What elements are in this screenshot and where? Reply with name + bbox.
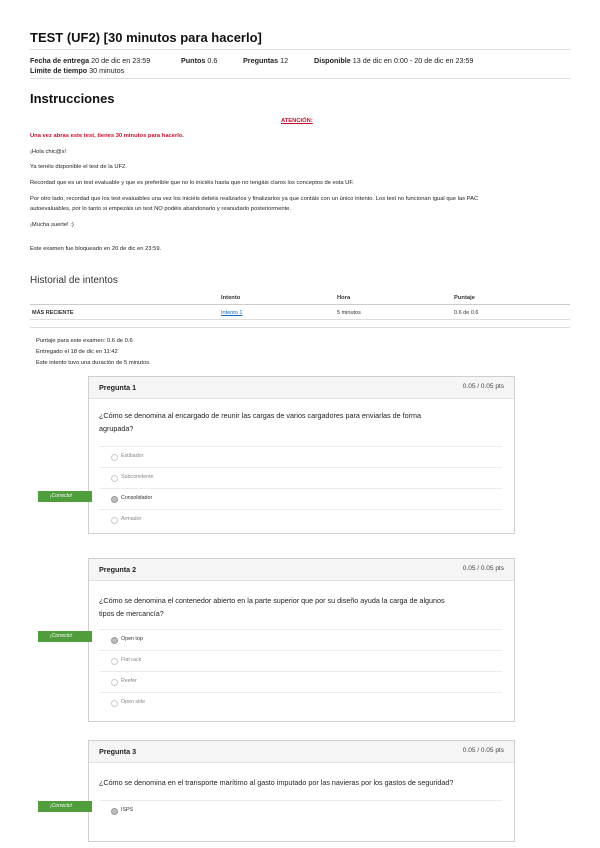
row-score: 0.6 de 0.6: [454, 310, 479, 316]
question-card: [88, 740, 515, 842]
question-text: ¿Cómo se denomina el contenedor abierto en la parte superior que por su diseño ayuda la carga de algunos tipos de mercancía?: [99, 596, 445, 618]
correct-badge: ¡Correcto!: [38, 801, 92, 812]
paragraph: Recordad que es un test evaluable y que es preferible que no lo iniciéis hasta que no tengáis claros los conceptos de esta UF.: [30, 180, 354, 186]
duration-summary: Este intento tuvo una duración de 5 minutos.: [36, 360, 151, 366]
question-points: 0.05 / 0.05 pts: [462, 565, 504, 572]
row-label: MÁS RECIENTE: [32, 310, 74, 316]
divider: [30, 49, 570, 50]
answer-option[interactable]: Open side: [99, 692, 502, 714]
questions-count: Preguntas 12: [243, 56, 289, 65]
score-summary: Puntaje para este examen: 0.6 de 0.6: [36, 338, 133, 344]
question-header: [89, 377, 514, 399]
radio-button[interactable]: [111, 679, 118, 686]
paragraph: Por otro lado, recordad que los test evaluables una vez los iniciéis debéis realizarlos y finalizarlos ya que contáis con un único intento. Los test no funcionan igual que las PAC: [30, 196, 479, 202]
question-title: Pregunta 3: [99, 747, 137, 756]
points: Puntos 0.6: [181, 56, 218, 65]
instructions-heading: Instrucciones: [30, 91, 115, 106]
page-title: TEST (UF2) [30 minutos para hacerlo]: [30, 30, 262, 45]
answer-option-selected[interactable]: Consolidador: [99, 488, 502, 510]
divider: [30, 78, 570, 79]
divider: [30, 327, 570, 328]
answer-option[interactable]: Subcomitente: [99, 467, 502, 489]
radio-button-selected[interactable]: [111, 496, 118, 503]
question-card: [88, 376, 515, 534]
col-time-header: Hora: [337, 295, 351, 301]
paragraph: Ya tenéis disponible el test de la UF2.: [30, 164, 127, 170]
answer-option[interactable]: Reefer: [99, 671, 502, 693]
radio-button[interactable]: [111, 517, 118, 524]
radio-button[interactable]: [111, 700, 118, 707]
submitted-summary: Entregado el 18 de dic en 11:42: [36, 349, 118, 355]
col-score-header: Puntaje: [454, 295, 475, 301]
available: Disponible 13 de dic en 0:00 - 20 de dic en 23:59: [314, 56, 474, 65]
correct-badge: ¡Correcto!: [38, 631, 92, 642]
question-title: Pregunta 2: [99, 565, 137, 574]
question-header: [89, 559, 514, 581]
locked-text: Este examen fue bloqueado en 20 de dic en 23:59.: [30, 246, 162, 252]
radio-button[interactable]: [111, 475, 118, 482]
table-header-divider: [30, 304, 570, 305]
answer-option-selected[interactable]: ISPS: [99, 800, 502, 822]
question-header: [89, 741, 514, 763]
col-attempt-header: Intento: [221, 295, 241, 301]
question-text: ¿Cómo se denomina en el transporte marítimo al gasto imputado por las navieras por los gastos de seguridad?: [99, 778, 454, 787]
history-heading: Historial de intentos: [30, 275, 118, 286]
radio-button-selected[interactable]: [111, 637, 118, 644]
question-title: Pregunta 1: [99, 383, 137, 392]
correct-badge: ¡Correcto!: [38, 491, 92, 502]
answer-option[interactable]: Estibador: [99, 446, 502, 468]
greeting-text: ¡Hola chic@s!: [30, 149, 67, 155]
row-time: 5 minutos: [337, 310, 361, 316]
answer-option[interactable]: Armador: [99, 509, 502, 531]
divider: [30, 319, 570, 320]
question-card: [88, 558, 515, 722]
attention-label: ATENCIÓN:: [281, 118, 313, 124]
radio-button[interactable]: [111, 454, 118, 461]
answer-option[interactable]: Flat rack: [99, 650, 502, 672]
due-date: Fecha de entrega 20 de dic en 23:59: [30, 56, 151, 65]
attempt-link[interactable]: Intento 1: [221, 310, 243, 316]
question-points: 0.05 / 0.05 pts: [462, 383, 504, 390]
warning-text: Una vez abras este test, tienes 30 minutos para hacerlo.: [30, 133, 185, 139]
question-text: ¿Cómo se denomina al encargado de reunir las cargas de varios cargadores para enviarlas de forma agrupada?: [99, 411, 422, 433]
time-limit: Límite de tiempo 30 minutos: [30, 66, 125, 75]
radio-button-selected[interactable]: [111, 808, 118, 815]
question-points: 0.05 / 0.05 pts: [462, 747, 504, 754]
radio-button[interactable]: [111, 658, 118, 665]
answer-option-selected[interactable]: Open top: [99, 629, 502, 651]
thanks-text: ¡Mucha suerte! :): [30, 222, 74, 228]
paragraph: autoevaluables, por lo tanto si empezáis un test NO podéis abandonarlo y reanudarlo posteriormente.: [30, 206, 292, 212]
